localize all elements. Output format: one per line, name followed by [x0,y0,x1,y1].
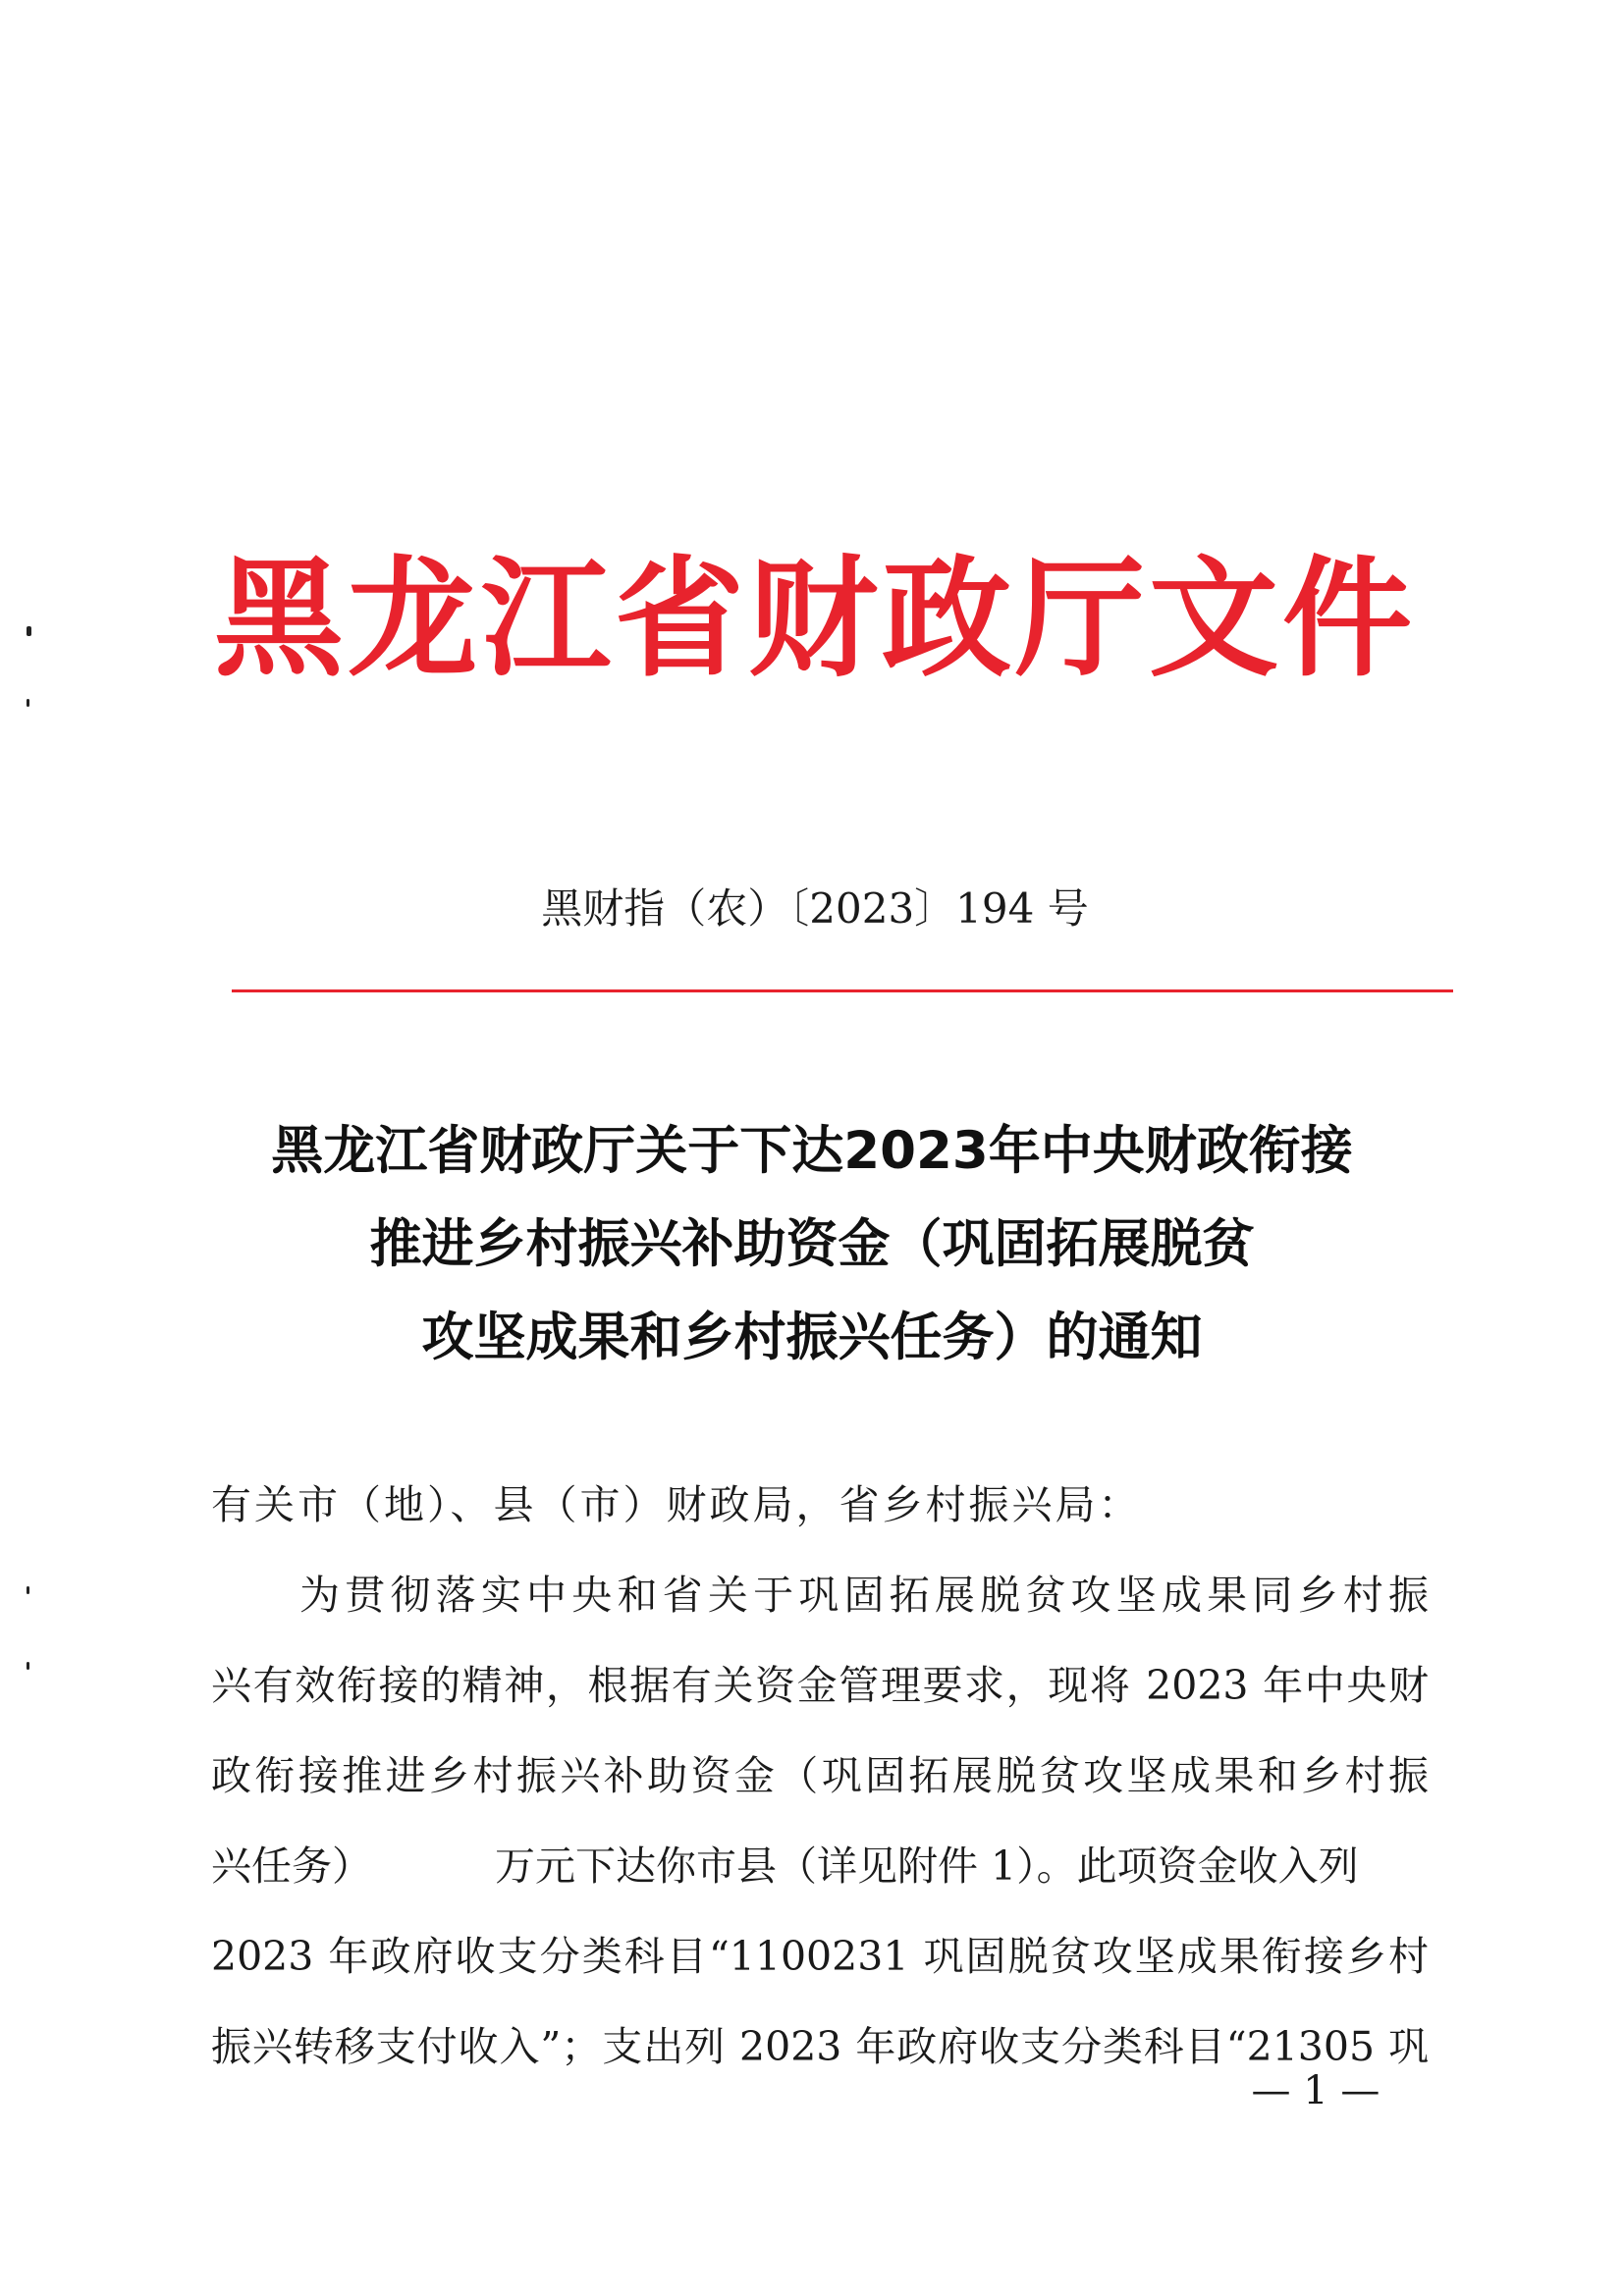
document-title [147,1104,1477,1384]
body-line: 政衔接推进乡村振兴补助资金（巩固拓展脱贫攻坚成果和乡村振 [211,1752,1429,1799]
document-body [211,1460,1429,2092]
body-line-segment: 万元下达你市县（详见附件 1）。此项资金收入列 [495,1842,1359,1890]
scan-mark [27,626,31,636]
scan-mark [27,699,29,707]
red-divider-rule [232,989,1453,992]
page-number: — 1 — [1251,2068,1380,2113]
body-line: 为贯彻落实中央和省关于巩固拓展脱贫攻坚成果同乡村振 [299,1572,1429,1619]
title-line: 黑龙江省财政厅关于下达2023年中央财政衔接 [271,1121,1353,1181]
title-line: 推进乡村振兴补助资金（巩固拓展脱贫 [369,1214,1255,1274]
letterhead: 黑龙江省财政厅文件 [214,543,1416,695]
scan-mark [27,1586,29,1594]
body-line: 2023 年政府收支分类科目“1100231 巩固脱贫攻坚成果衔接乡村 [211,1933,1429,1980]
body-line-segment: 兴任务） [211,1842,372,1890]
document-number: 黑财指（农）〔2023〕194 号 [541,884,1089,933]
scan-mark [27,1662,29,1670]
salutation: 有关市（地）、县（市）财政局，省乡村振兴局： [211,1481,1142,1528]
body-line: 兴有效衔接的精神，根据有关资金管理要求，现将 2023 年中央财 [211,1662,1429,1709]
body-line [211,1821,1429,1911]
title-line: 攻坚成果和乡村振兴任务）的通知 [421,1308,1203,1367]
body-line: 振兴转移支付收入”；支出列 2023 年政府收支分类科目“21305 巩 [211,2023,1429,2070]
